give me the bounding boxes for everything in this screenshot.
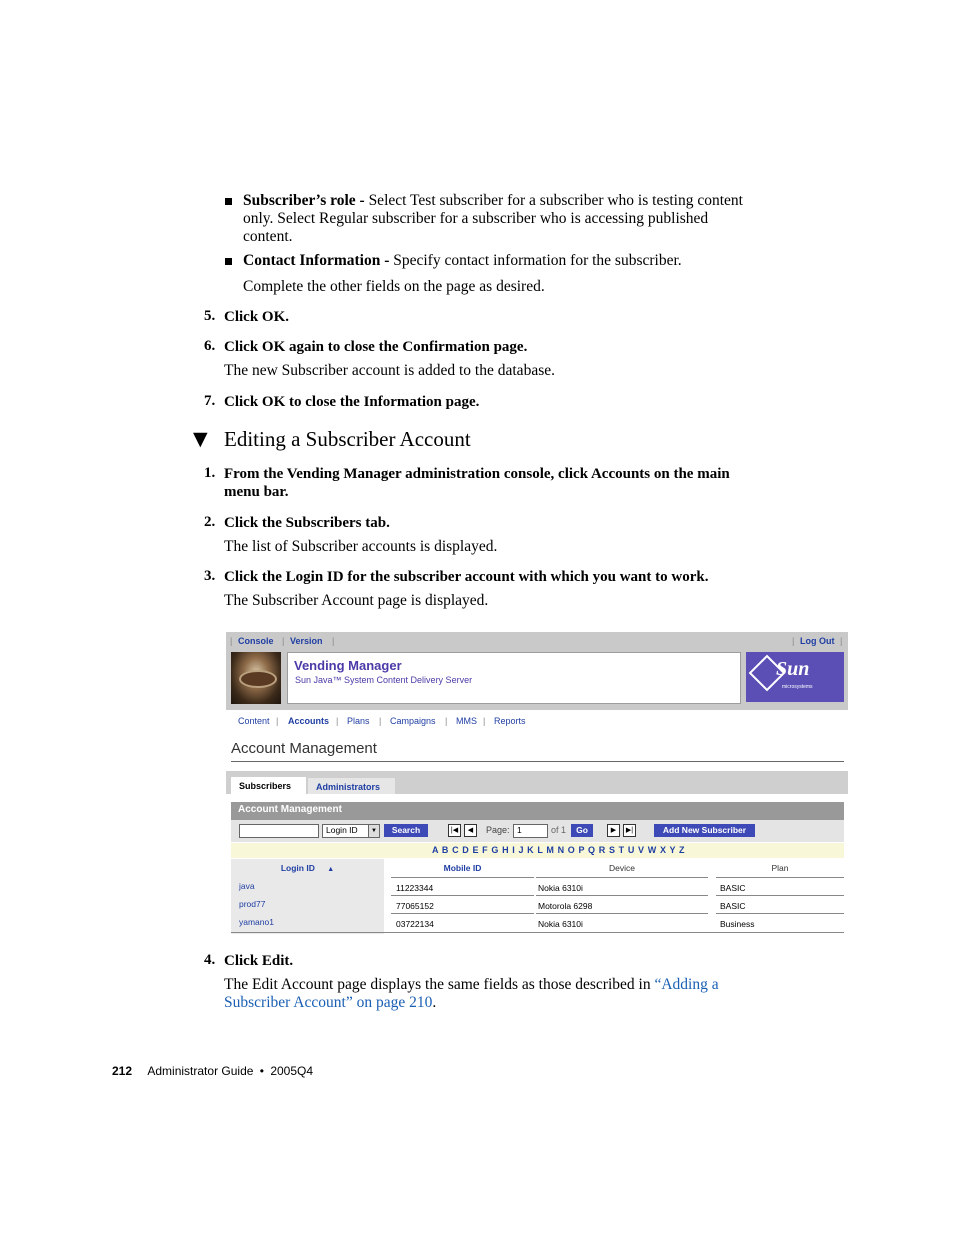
nav-reports[interactable]: Reports [494,716,526,726]
sort-ascending-icon: ▲ [327,866,335,873]
separator: | [230,636,233,646]
subscriber-account-screenshot [226,632,848,934]
nav-mms[interactable]: MMS [456,716,477,726]
bullet-text: Specify contact information for the subscriber. [389,252,682,269]
column-header-plan: Plan [771,863,789,873]
next-page-icon[interactable]: ▶ [607,824,620,837]
table-cell-plan: BASIC [720,901,746,911]
step-text-line: From the Vending Manager administration console, click Accounts on the main [224,466,730,482]
separator: | [276,716,279,726]
search-field-select[interactable] [322,824,380,838]
table-cell-device: Motorola 6298 [538,901,593,911]
logout-link[interactable]: Log Out [800,636,835,646]
search-input[interactable] [239,824,319,838]
separator: | [445,716,448,726]
app-title: Vending Manager [294,658,402,673]
tab-administrators[interactable] [308,778,395,794]
last-page-icon[interactable]: ▶| [623,824,636,837]
banner-photo [231,652,281,704]
alphabet-filter[interactable] [231,843,844,858]
step-text: Click OK again to close the Confirmation page. [224,339,528,355]
term-contact-information: Contact Information - [243,252,390,269]
add-new-subscriber-button[interactable]: Add New Subscriber [654,824,755,837]
column-label: Login ID [280,863,315,873]
bullet-marker [225,258,232,265]
table-cell-login-id[interactable]: yamano1 [239,917,274,927]
first-page-icon[interactable]: |◀ [448,824,461,837]
result-text: . [432,994,437,1011]
section-title: Editing a Subscriber Account [224,427,471,451]
step-result: The new Subscriber account is added to the database. [224,362,555,379]
step-text: Click the Subscribers tab. [224,515,390,531]
divider [536,913,708,914]
separator: | [332,636,335,646]
step-number: 3. [204,568,216,584]
alphabet-letters[interactable]: A B C D E F G H I J K L M N O P Q R S T U V W X Y Z [432,845,686,855]
bullet-text: only. Select Regular subscriber for a subscriber who is accessing published [243,210,709,227]
step-number: 2. [204,514,216,530]
step-result: The list of Subscriber accounts is displayed. [224,538,498,555]
sun-logo-text: Sun [776,658,810,680]
bullet-contact-information [243,252,803,270]
tab-label: Subscribers [239,781,292,791]
step-text [224,465,794,501]
divider [536,877,708,878]
guide-version: 2005Q4 [270,1064,314,1078]
divider [231,932,844,933]
step-text: Click the Login ID for the subscriber account with which you want to work. [224,569,709,585]
cross-reference-link[interactable]: Subscriber Account” on page 210 [224,994,433,1011]
app-title-box [287,652,741,704]
select-value: Login ID [326,825,358,835]
separator: | [483,716,486,726]
footer-bullet: • [259,1064,264,1078]
separator: | [792,636,795,646]
divider [536,895,708,896]
table-cell-mobile-id: 11223344 [396,883,434,893]
divider [391,913,534,914]
divider [716,877,844,878]
table-cell-login-id[interactable]: java [239,881,255,891]
column-header-login-id[interactable] [231,859,384,877]
console-link[interactable]: Console [238,636,274,646]
sun-logo [746,652,844,702]
table-toolbar [231,820,844,842]
bullet-text: content. [243,228,293,245]
bullet-marker [225,198,232,205]
separator: | [282,636,285,646]
divider [391,895,534,896]
cross-reference-link[interactable]: “Adding a [654,976,719,993]
chevron-down-icon: ▼ [368,825,379,837]
result-text: The Edit Account page displays the same fields as those described in [224,976,655,993]
tab-label: Administrators [316,782,381,792]
search-button[interactable]: Search [384,824,428,837]
tab-subscribers[interactable] [231,777,306,794]
table-cell-login-id[interactable]: prod77 [239,899,266,909]
step-number: 5. [204,308,216,324]
previous-page-icon[interactable]: ◀ [464,824,477,837]
table-cell-device: Nokia 6310i [538,919,583,929]
step-number: 4. [204,952,216,968]
page-title: Account Management [231,740,377,757]
nav-accounts[interactable]: Accounts [288,716,330,726]
table-cell-plan: Business [720,919,755,929]
separator: | [379,716,382,726]
table-cell-plan: BASIC [720,883,746,893]
column-header-device: Device [609,863,635,873]
page-number: 212 [112,1064,133,1078]
step-number: 7. [204,393,216,409]
complete-note: Complete the other fields on the page as desired. [243,278,545,295]
page-input[interactable] [513,824,548,838]
page-label: Page: [486,825,510,835]
term-subscriber-role: Subscriber’s role - [243,192,365,209]
nav-campaigns[interactable]: Campaigns [390,716,436,726]
sun-logo-tag: microsystems [782,684,813,690]
bullet-subscriber-role [243,192,803,246]
table-cell-mobile-id: 77065152 [396,901,434,911]
page-count: of 1 [551,825,567,835]
page-value: 1 [517,825,522,835]
section-marker: ▼ [193,428,208,450]
step-result [224,976,804,1012]
guide-title: Administrator Guide [147,1064,254,1078]
version-link[interactable]: Version [290,636,323,646]
bullet-text: Select Test subscriber for a subscriber who is testing content [364,192,743,209]
divider [231,761,844,762]
separator: | [840,636,843,646]
nav-content[interactable]: Content [238,716,270,726]
step-text: Click OK. [224,309,290,325]
step-number: 1. [204,465,216,481]
divider [391,877,534,878]
column-header-mobile-id[interactable]: Mobile ID [443,863,482,873]
table-title-bar [231,802,844,820]
top-links [226,636,848,650]
divider [716,913,844,914]
step-result: The Subscriber Account page is displayed. [224,592,489,609]
go-button[interactable]: Go [571,824,593,837]
divider [716,895,844,896]
step-text-line: menu bar. [224,484,289,500]
nav-plans[interactable]: Plans [347,716,370,726]
separator: | [336,716,339,726]
step-number: 6. [204,338,216,354]
table-cell-mobile-id: 03722134 [396,919,434,929]
page-footer [112,1064,313,1078]
table-title: Account Management [238,804,342,815]
table-cell-device: Nokia 6310i [538,883,583,893]
step-text: Click OK to close the Information page. [224,394,480,410]
app-subtitle: Sun Java™ System Content Delivery Server [295,675,473,685]
step-text: Click Edit. [224,953,294,969]
